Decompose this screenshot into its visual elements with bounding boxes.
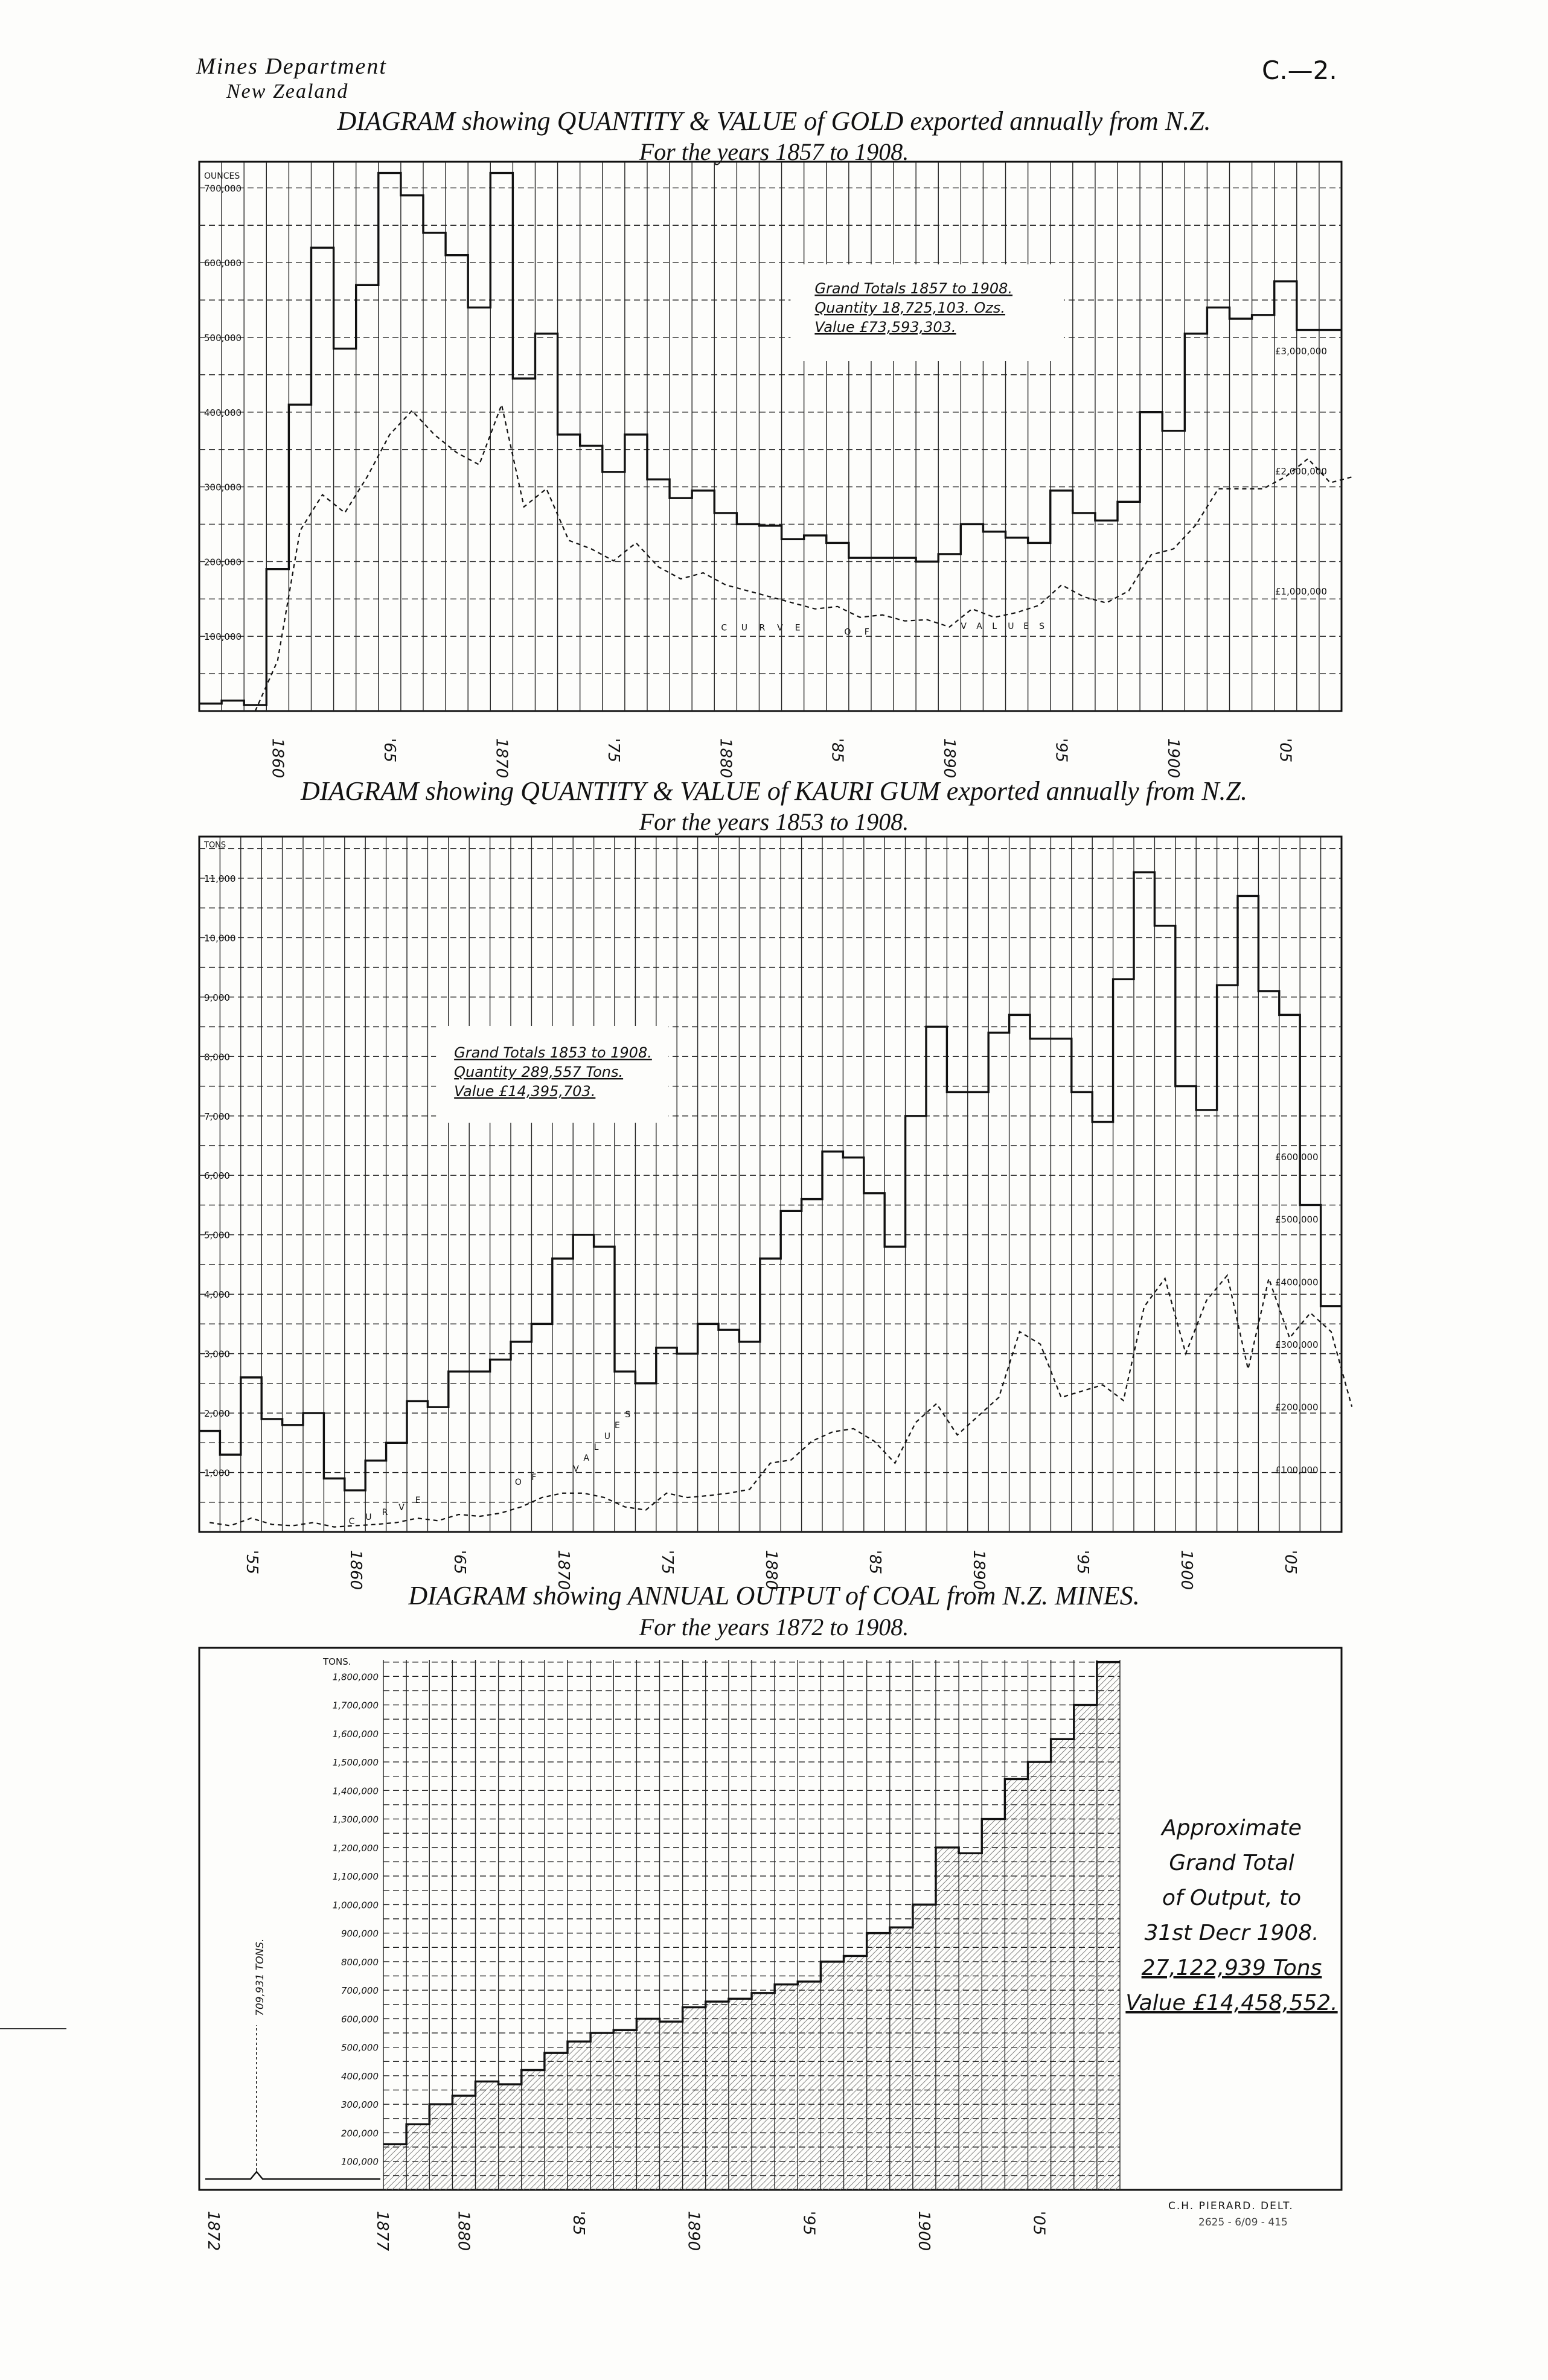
kauri-x-tick: '65	[450, 1550, 469, 1575]
coal-x-tick: 1880	[454, 2211, 473, 2251]
kauri-curve-label-letter: F	[531, 1473, 537, 1482]
kauri-curve-label-letter: O	[514, 1478, 522, 1487]
gold-curve-label-letter: E	[1023, 621, 1029, 631]
kauri-totals-line: Grand Totals 1853 to 1908.	[454, 1044, 652, 1061]
kauri-value-tick: £200,000	[1275, 1402, 1319, 1413]
gold-x-tick: 1870	[492, 738, 511, 779]
gold-y-tick: 400,000	[204, 407, 242, 418]
coal-x-tick: 1890	[684, 2211, 703, 2251]
gold-y-unit: OUNCES	[204, 171, 240, 181]
gold-curve-label-letter: E	[795, 623, 801, 633]
gold-x-tick: 1900	[1164, 738, 1183, 779]
coal-x-tick: '05	[1029, 2211, 1048, 2236]
kauri-curve-label-letter: S	[625, 1410, 631, 1420]
coal-y-tick: 400,000	[341, 2070, 379, 2082]
coal-approx-total-line: Grand Total	[1169, 1851, 1294, 1875]
kauri-y-tick: 3,000	[204, 1348, 230, 1360]
coal-y-tick: 1,500,000	[332, 1757, 379, 1769]
gold-x-tick: '05	[1276, 738, 1294, 763]
kauri-curve-label-letter: E	[415, 1496, 421, 1505]
coal-y-tick: 1,800,000	[332, 1671, 379, 1683]
gold-chart-subtitle: For the years 1857 to 1908.	[639, 138, 909, 165]
gold-x-tick: '75	[604, 738, 622, 763]
coal-pre-1877-total: 709,931 TONS.	[254, 1938, 266, 2016]
coal-x-tick: '85	[569, 2211, 587, 2236]
gold-y-tick: 500,000	[204, 332, 242, 343]
kauri-chart-grid	[199, 837, 1342, 1532]
gold-x-tick: 1880	[716, 738, 735, 779]
kauri-chart-frame	[199, 837, 1342, 1532]
coal-y-tick: 1,700,000	[332, 1700, 379, 1711]
kauri-y-tick: 2,000	[204, 1408, 230, 1420]
coal-approx-total-line: 31st Decr 1908.	[1144, 1921, 1319, 1945]
kauri-curve-label-letter: U	[365, 1513, 372, 1522]
kauri-curve-label-letter: V	[573, 1464, 579, 1474]
coal-x-tick: '95	[799, 2211, 818, 2236]
new-zealand-heading: New Zealand	[226, 80, 349, 103]
gold-chart-frame	[199, 162, 1342, 711]
coal-y-tick: 1,300,000	[332, 1814, 379, 1825]
kauri-y-unit: TONS	[204, 841, 226, 850]
coal-y-tick: 100,000	[341, 2156, 379, 2168]
kauri-y-tick: 6,000	[204, 1170, 230, 1182]
coal-approx-total-line: Value £14,458,552.	[1125, 1991, 1338, 2015]
kauri-value-tick: £600,000	[1275, 1151, 1319, 1163]
kauri-value-tick: £100,000	[1275, 1464, 1319, 1476]
kauri-x-tick: '75	[657, 1550, 676, 1575]
kauri-chart-title: DIAGRAM showing QUANTITY & VALUE of KAURI GUM exported annually from N.Z.	[300, 776, 1248, 806]
coal-y-tick: 1,000,000	[332, 1900, 379, 1911]
kauri-y-tick: 7,000	[204, 1111, 230, 1122]
gold-value-tick: £1,000,000	[1275, 585, 1327, 597]
kauri-x-tick: '05	[1281, 1550, 1299, 1575]
gold-x-tick: 1860	[268, 738, 287, 779]
kauri-x-tick: '95	[1073, 1550, 1092, 1575]
print-reference: 2625 - 6/09 - 415	[1198, 2216, 1288, 2228]
kauri-x-tick: 1860	[346, 1550, 365, 1590]
kauri-quantity-line	[199, 872, 1342, 1490]
gold-curve-label-letter: S	[1039, 621, 1045, 631]
coal-y-tick: 900,000	[341, 1928, 379, 1939]
gold-chart-title: DIAGRAM showing QUANTITY & VALUE of GOLD exported annually from N.Z.	[337, 106, 1211, 136]
kauri-value-tick: £500,000	[1275, 1214, 1319, 1225]
coal-y-tick: 300,000	[341, 2099, 379, 2111]
kauri-curve-label-letter: U	[604, 1432, 611, 1441]
kauri-x-tick: '85	[865, 1550, 884, 1575]
gold-value-tick: £3,000,000	[1275, 345, 1327, 357]
coal-x-tick: 1900	[914, 2211, 933, 2251]
kauri-x-tick: 1880	[761, 1550, 780, 1590]
coal-y-tick: 1,600,000	[332, 1728, 379, 1740]
coal-chart-title: DIAGRAM showing ANNUAL OUTPUT of COAL from N.Z. MINES.	[408, 1581, 1140, 1610]
gold-curve-label-letter: U	[741, 623, 748, 633]
coal-y-tick: 200,000	[341, 2128, 379, 2139]
coal-y-tick: 1,100,000	[332, 1871, 379, 1883]
gold-curve-label-letter: F	[864, 627, 869, 637]
gold-value-tick: £2,000,000	[1275, 465, 1327, 477]
kauri-value-tick: £300,000	[1275, 1339, 1319, 1350]
kauri-y-tick: 9,000	[204, 992, 230, 1003]
coal-chart-subtitle: For the years 1872 to 1908.	[639, 1613, 909, 1641]
gold-y-tick: 600,000	[204, 258, 242, 269]
gold-y-tick: 200,000	[204, 557, 242, 568]
kauri-chart-subtitle: For the years 1853 to 1908.	[639, 808, 909, 835]
coal-approx-total-line: of Output, to	[1162, 1886, 1302, 1910]
gold-curve-label-letter: C	[721, 623, 728, 633]
coal-approx-total-line: 27,122,939 Tons	[1141, 1956, 1322, 1980]
kauri-curve-label-letter: C	[348, 1517, 355, 1527]
coal-approx-total-line: Approximate	[1162, 1816, 1302, 1840]
kauri-y-tick: 4,000	[204, 1289, 230, 1301]
coal-y-tick: 500,000	[341, 2042, 379, 2053]
coal-y-tick: 600,000	[341, 2014, 379, 2025]
gold-curve-label-letter: U	[1008, 621, 1014, 631]
coal-y-tick: 1,400,000	[332, 1785, 379, 1797]
coal-y-unit: TONS.	[323, 1656, 351, 1667]
coal-x-tick: 1877	[373, 2211, 391, 2251]
kauri-y-tick: 5,000	[204, 1230, 230, 1241]
gold-curve-label-letter: V	[777, 623, 783, 633]
gold-y-tick: 700,000	[204, 183, 242, 194]
gold-curve-label-letter: A	[976, 621, 982, 631]
gold-curve-label-letter: O	[844, 627, 851, 637]
kauri-value-tick: £400,000	[1275, 1277, 1319, 1288]
document-code: C.—2.	[1262, 56, 1337, 85]
kauri-x-tick: '55	[242, 1550, 261, 1575]
kauri-curve-label-letter: V	[398, 1503, 405, 1513]
gold-curve-label-letter: R	[759, 623, 766, 633]
coal-pre-1877-line	[205, 2172, 380, 2179]
gold-quantity-line	[199, 173, 1342, 706]
coal-y-tick: 800,000	[341, 1956, 379, 1968]
kauri-curve-label-letter: R	[382, 1508, 388, 1517]
kauri-curve-label-letter: L	[593, 1443, 599, 1452]
kauri-y-tick: 11,000	[204, 873, 236, 884]
coal-y-tick: 700,000	[341, 1985, 379, 1997]
kauri-x-tick: 1900	[1177, 1550, 1195, 1590]
gold-y-tick: 100,000	[204, 631, 242, 643]
kauri-x-tick: 1890	[969, 1550, 988, 1590]
draftsman-credit: C.H. PIERARD. DELT.	[1168, 2200, 1294, 2212]
gold-totals-line: Value £73,593,303.	[814, 319, 956, 336]
kauri-curve-label-letter: E	[615, 1421, 620, 1431]
gold-x-tick: 1890	[940, 738, 959, 779]
kauri-x-tick: 1870	[554, 1550, 572, 1590]
gold-totals-line: Grand Totals 1857 to 1908.	[814, 280, 1013, 297]
kauri-curve-label-letter: A	[583, 1453, 589, 1463]
mines-department-heading: Mines Department	[196, 54, 387, 79]
gold-x-tick: '65	[380, 738, 398, 763]
kauri-totals-line: Value £14,395,703.	[454, 1083, 596, 1100]
gold-curve-label-letter: V	[961, 621, 967, 631]
gold-x-tick: '95	[1052, 738, 1070, 763]
kauri-y-tick: 1,000	[204, 1467, 230, 1479]
gold-y-tick: 300,000	[204, 482, 242, 493]
gold-curve-label-letter: L	[992, 621, 997, 631]
coal-y-tick: 1,200,000	[332, 1842, 379, 1854]
gold-x-tick: '85	[828, 738, 846, 763]
gold-totals-line: Quantity 18,725,103. Ozs.	[814, 299, 1006, 316]
kauri-y-tick: 8,000	[204, 1051, 230, 1063]
gold-chart-grid	[199, 162, 1342, 711]
coal-x-tick: 1872	[204, 2211, 222, 2251]
kauri-y-tick: 10,000	[204, 933, 236, 944]
kauri-totals-line: Quantity 289,557 Tons.	[454, 1064, 624, 1080]
